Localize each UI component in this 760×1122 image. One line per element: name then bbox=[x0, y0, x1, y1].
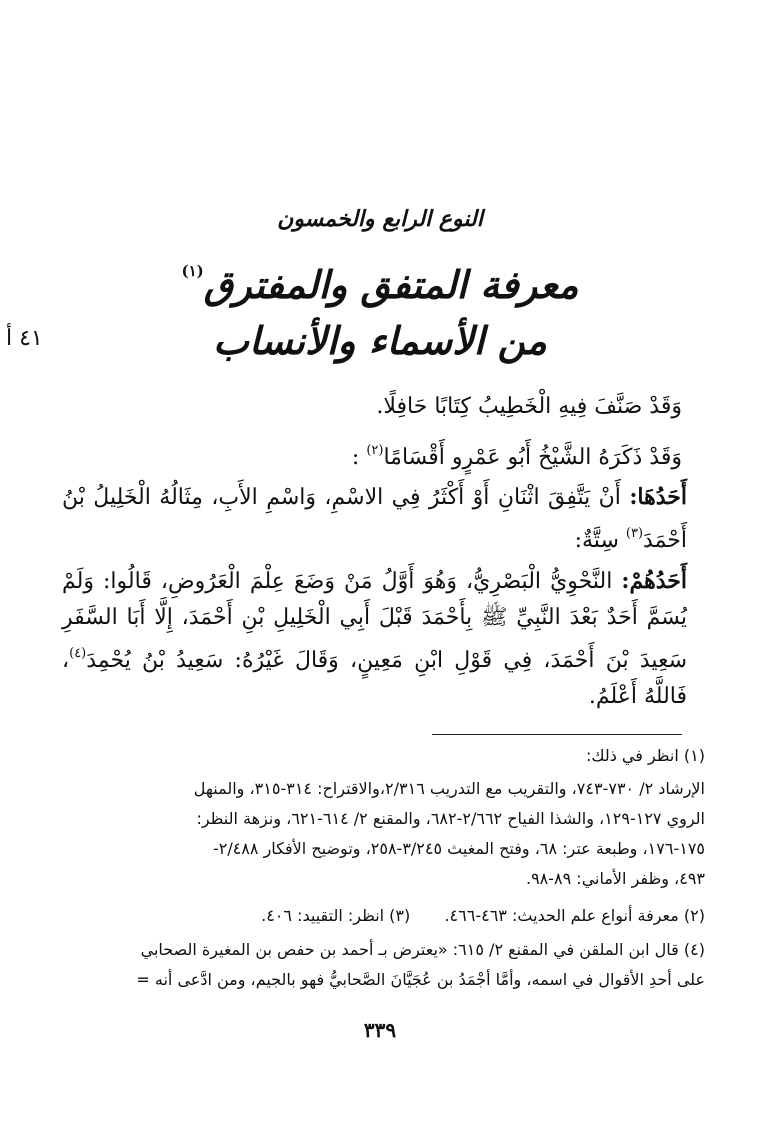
entry-first-text: أَنْ يَتَّفِقَ اثْنَانِ أَوْ أَكْثَرُ فِي الاسْمِ، وَاسْمِ الأَبِ، مِثَالُهُ الْخَلِيلُ بْنُ أَحْمَدَ bbox=[62, 485, 687, 553]
footnote-4-line-2: على أحدِ الأقوال في اسمه، وأمَّا أجْمَدُ بن عُجَيَّانَ الصَّحابيُّ فهو بالجيم، ومن ادَّعى أنه = bbox=[136, 970, 705, 989]
footnote-ref-4: (٤) bbox=[69, 646, 87, 661]
footnote-4-line-1: (٤) قال ابن الملقن في المقنع ٢/ ٦١٥: «يعترض بـ أحمد بن حفص بن المغيرة الصحابي bbox=[140, 940, 705, 959]
entry-first-text-end: سِتَّةٌ: bbox=[574, 528, 619, 553]
chapter-title-line1 bbox=[140, 262, 620, 307]
footnote-3: (٣) انظر: التقييد: ٤٠٦. bbox=[261, 906, 411, 925]
entry-second bbox=[62, 563, 687, 715]
footnote-1-line-3: ١٧٥-١٧٦، وطبعة عتر: ٦٨، وفتح المغيث ٣/٢٤٥-٢٥٨، وتوضيح الأفكار ٢/٤٨٨- bbox=[212, 839, 705, 858]
entry-first bbox=[62, 479, 687, 559]
footnote-1-line-1: الإرشاد ٢/ ٧٣٠-٧٤٣، والتقريب مع التدريب ٢/٣١٦،والاقتراح: ٣١٤-٣١٥، والمنهل bbox=[193, 779, 705, 798]
chapter-title-text: معرفة المتفق والمفترق bbox=[203, 262, 579, 307]
body-paragraph-2-text: وَقَدْ ذَكَرَهُ الشَّيْخُ أَبُو عَمْرٍو أَقْسَامًا bbox=[383, 445, 682, 470]
page-number: ٣٣٩ bbox=[363, 1018, 397, 1042]
margin-manuscript-folio: ٤١ أ bbox=[6, 326, 43, 351]
footnote-1-heading: (١) انظر في ذلك: bbox=[585, 746, 705, 765]
entry-first-label: أَحَدُهَا: bbox=[629, 484, 687, 510]
entry-second-label: أَحَدُهُمْ: bbox=[621, 568, 687, 594]
footnote-2: (٢) معرفة أنواع علم الحديث: ٤٦٣-٤٦٦. bbox=[444, 906, 705, 925]
footnote-separator bbox=[432, 734, 682, 735]
body-paragraph-1: وَقَدْ صَنَّفَ فِيهِ الْخَطِيبُ كِتَابًا حَافِلًا. bbox=[376, 394, 682, 419]
chapter-type-heading: النوع الرابع والخمسون bbox=[277, 206, 483, 232]
footnote-1-line-2: الروي ١٢٧-١٢٩، والشذا الفياح ٢/٦٦٢-٦٨٢، والمقنع ٢/ ٦١٤-٦٢١، ونزهة النظر: bbox=[196, 809, 705, 828]
body-paragraph-2-colon: : bbox=[351, 445, 360, 470]
footnote-ref-2: (٢) bbox=[366, 443, 384, 458]
footnote-2-3-row bbox=[50, 900, 705, 932]
entry-second-text: النَّحْوِيُّ الْبَصْرِيُّ، وَهُوَ أَوَّلُ مَنْ وَضَعَ عِلْمَ الْعَرُوضِ، قَالُوا: وَلَمْ يُسَمَّ أَحَدٌ بَعْدَ النَّبِيِّ ﷺ بِأَحْمَدَ قَبْلَ أَبِي الْخَلِيلِ بْنِ أَحْمَدَ، إِلَّا أَبَا السَّفَرِ سَعِيدَ بْنَ أَحْمَدَ، فِي قَوْلِ ابْنِ مَعِينٍ، وَقَالَ غَيْرُهُ: سَعِيدُ بْنُ يُحْمِدَ bbox=[62, 569, 687, 673]
entry-second-text-end: ، فَاللَّهُ أَعْلَمُ. bbox=[62, 648, 687, 709]
chapter-title-line2: من الأسماء والأنساب bbox=[213, 318, 547, 363]
body-paragraph-2 bbox=[62, 436, 682, 473]
title-footnote-ref: (١) bbox=[181, 262, 204, 280]
footnote-1-line-4: ٤٩٣، وظفر الأماني: ٨٩-٩٨. bbox=[525, 869, 705, 888]
footnote-ref-3: (٣) bbox=[625, 526, 644, 541]
